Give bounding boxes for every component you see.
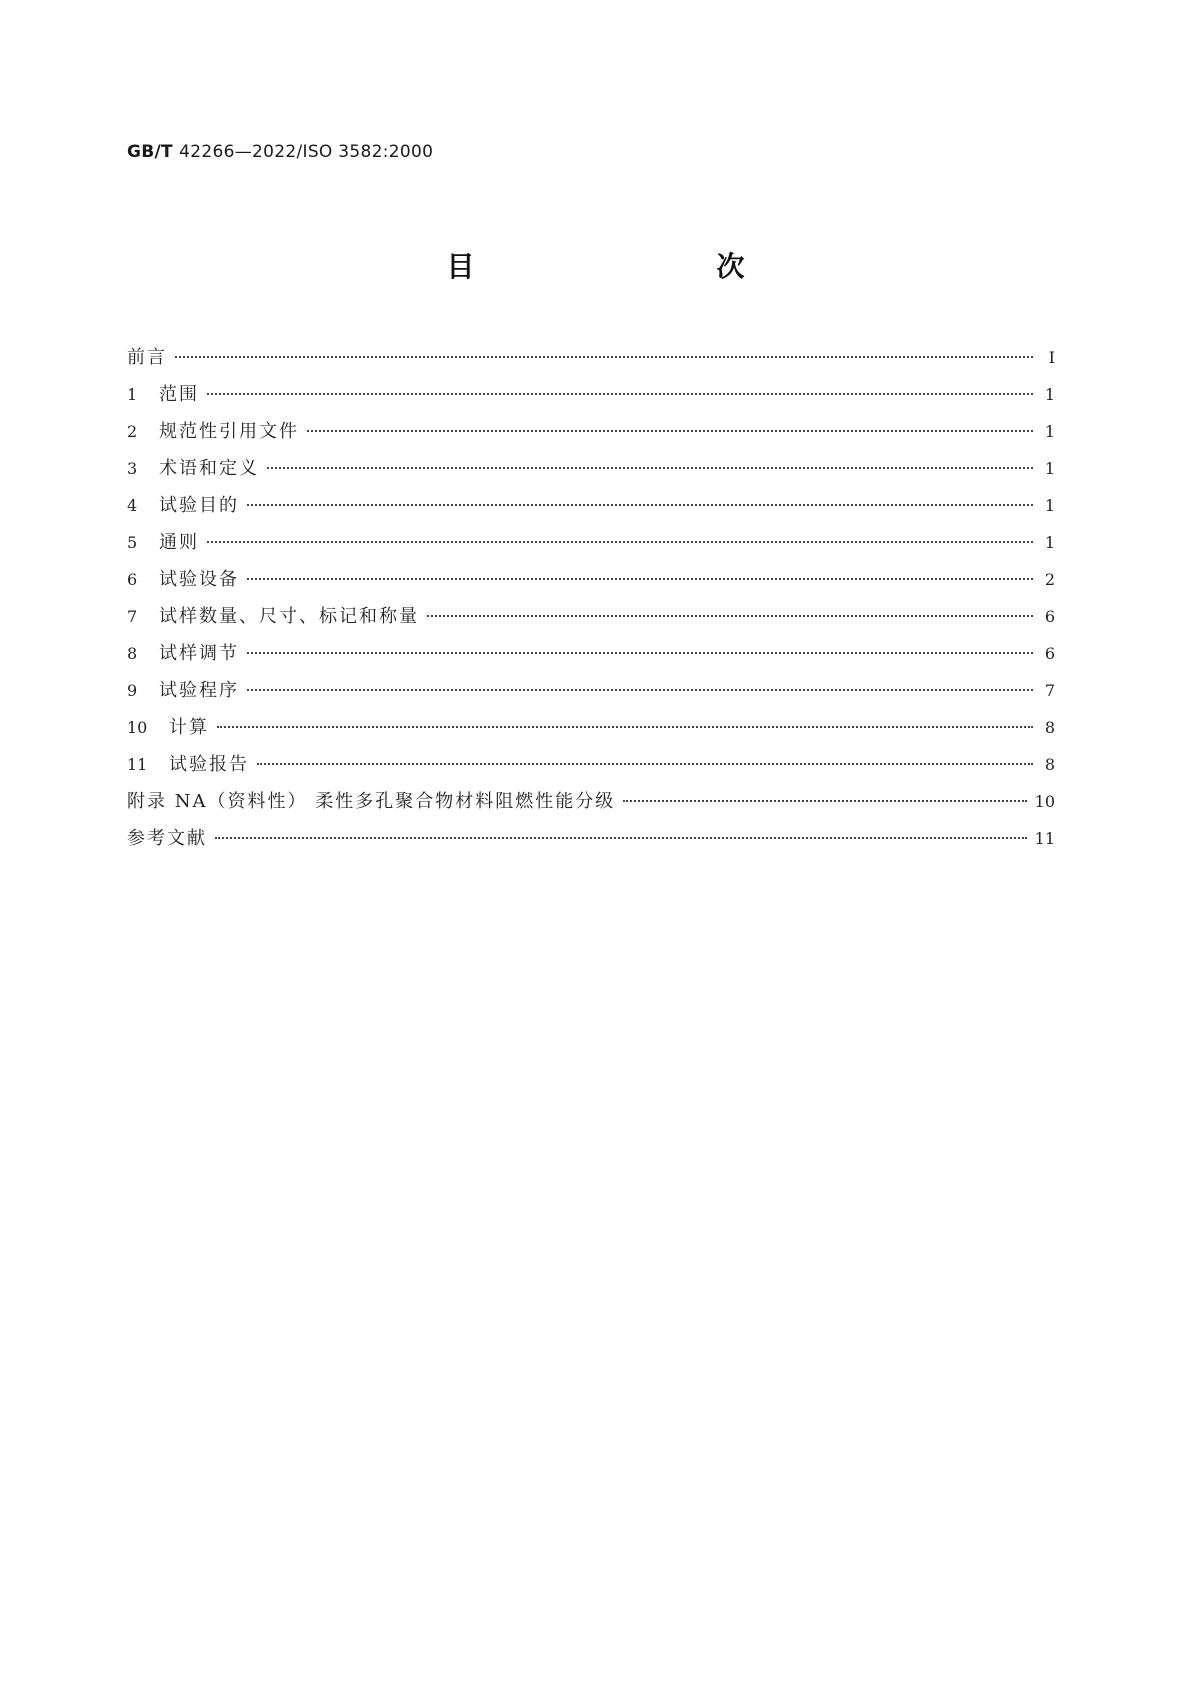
toc-entry-number: 10 [127, 718, 148, 737]
toc-entry-conditioning[interactable] [127, 639, 1055, 676]
toc-entry-label: 试验设备 [159, 569, 239, 590]
toc-entry-label: 附录 NA（资料性） 柔性多孔聚合物材料阻燃性能分级 [127, 791, 616, 812]
toc-entry-label: 规范性引用文件 [159, 421, 299, 442]
toc-entry-test-procedure[interactable] [127, 676, 1055, 713]
toc-leader-dots [217, 726, 1033, 728]
toc-entry-page: 2 [1044, 570, 1055, 589]
toc-entry-page: Ⅰ [1048, 348, 1055, 367]
toc-entry-calculation[interactable] [127, 713, 1055, 750]
toc-leader-dots [307, 430, 1033, 432]
toc-leader-dots [207, 393, 1033, 395]
toc-entry-number: 1 [127, 385, 138, 404]
toc-entry-page: 8 [1044, 718, 1055, 737]
toc-entry-label: 试验程序 [159, 680, 239, 701]
toc-entry-test-report[interactable] [127, 750, 1055, 787]
toc-leader-dots [267, 467, 1033, 469]
toc-entry-label: 试验目的 [159, 495, 239, 516]
table-of-contents [127, 343, 1055, 861]
toc-entry-page: 10 [1034, 792, 1055, 811]
toc-entry-label: 前言 [127, 347, 167, 368]
toc-entry-page: 11 [1034, 829, 1055, 848]
toc-leader-dots [247, 652, 1033, 654]
toc-entry-number: 11 [127, 755, 148, 774]
toc-leader-dots [247, 689, 1033, 691]
toc-leader-dots [207, 541, 1033, 543]
toc-entry-label: 参考文献 [127, 828, 207, 849]
toc-entry-page: 8 [1044, 755, 1055, 774]
toc-entry-general[interactable] [127, 528, 1055, 565]
toc-entry-number: 7 [127, 607, 138, 626]
toc-entry-label: 计算 [169, 717, 209, 738]
toc-leader-dots [175, 356, 1033, 358]
toc-entry-page: 6 [1044, 607, 1055, 626]
toc-leader-dots [215, 837, 1027, 839]
toc-entry-page: 1 [1044, 496, 1055, 515]
toc-entry-label: 通则 [159, 532, 199, 553]
toc-leader-dots [623, 800, 1026, 802]
toc-entry-normative-references[interactable] [127, 417, 1055, 454]
toc-entry-test-purpose[interactable] [127, 491, 1055, 528]
toc-entry-scope[interactable] [127, 380, 1055, 417]
toc-entry-page: 1 [1044, 385, 1055, 404]
toc-entry-page: 1 [1044, 533, 1055, 552]
standard-number: 42266—2022/ISO 3582:2000 [179, 142, 434, 162]
toc-entry-label: 试样数量、尺寸、标记和称量 [159, 606, 419, 627]
toc-title: 目 次 [446, 250, 807, 283]
toc-leader-dots [247, 578, 1033, 580]
toc-leader-dots [247, 504, 1033, 506]
toc-entry-page: 7 [1044, 681, 1055, 700]
toc-entry-number: 6 [127, 570, 138, 589]
toc-entry-number: 3 [127, 459, 138, 478]
toc-entry-number: 9 [127, 681, 138, 700]
toc-entry-page: 6 [1044, 644, 1055, 663]
toc-leader-dots [257, 763, 1033, 765]
toc-entry-number: 4 [127, 496, 138, 515]
standard-header [127, 142, 433, 162]
toc-entry-label: 试样调节 [159, 643, 239, 664]
toc-entry-label: 范围 [159, 384, 199, 405]
toc-entry-number: 8 [127, 644, 138, 663]
toc-entry-page: 1 [1044, 459, 1055, 478]
toc-entry-bibliography[interactable] [127, 824, 1055, 861]
toc-leader-dots [427, 615, 1033, 617]
toc-entry-specimens[interactable] [127, 602, 1055, 639]
toc-entry-number: 5 [127, 533, 138, 552]
toc-entry-label: 术语和定义 [159, 458, 259, 479]
toc-entry-test-apparatus[interactable] [127, 565, 1055, 602]
toc-entry-terms-definitions[interactable] [127, 454, 1055, 491]
toc-entry-page: 1 [1044, 422, 1055, 441]
toc-entry-number: 2 [127, 422, 138, 441]
toc-entry-preface[interactable] [127, 343, 1055, 380]
toc-entry-annex-na[interactable] [127, 787, 1055, 824]
toc-entry-label: 试验报告 [169, 754, 249, 775]
standard-code: GB/T [127, 142, 173, 162]
